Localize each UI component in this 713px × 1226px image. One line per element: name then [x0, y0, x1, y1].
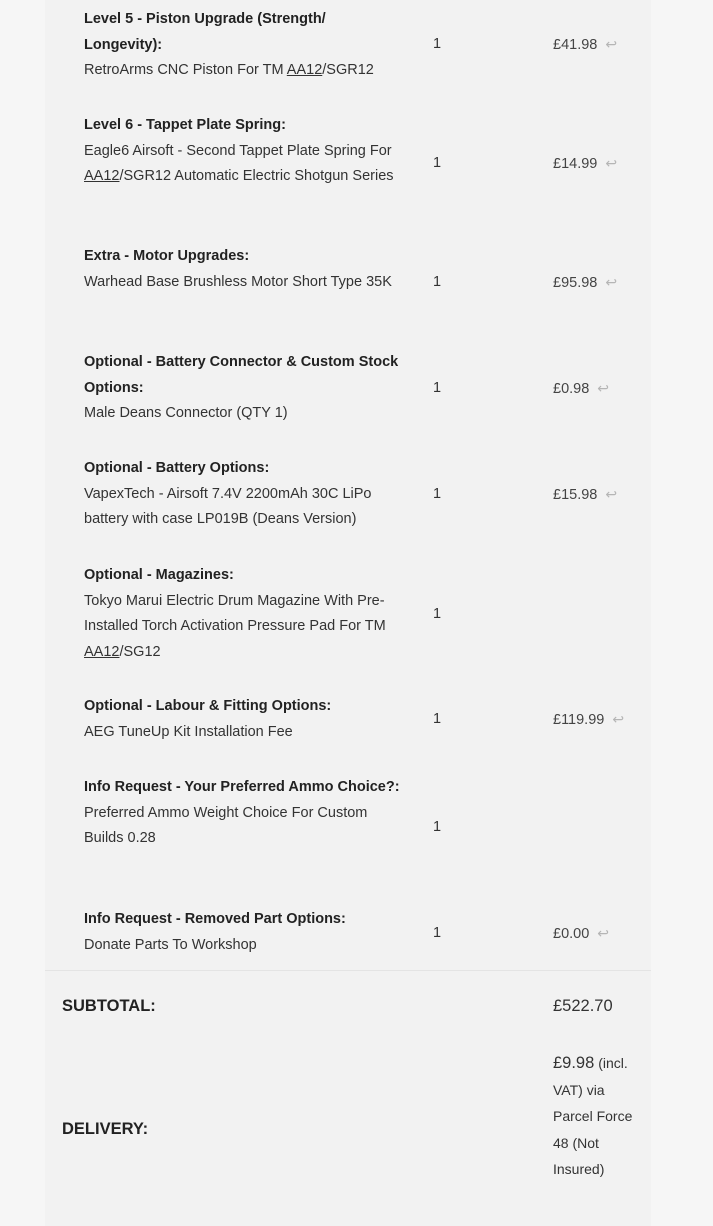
item-option-detail: Preferred Ammo Weight Choice For Custom Builds 0.28 — [84, 804, 368, 846]
item-price: £0.00 ↩ — [553, 925, 610, 942]
item-option-heading: Info Request - Your Preferred Ammo Choice?: — [84, 779, 400, 795]
item-quantity: 1 — [433, 925, 442, 941]
subtotal-label: SUBTOTAL: — [62, 997, 156, 1015]
item-option-detail: RetroArms CNC Piston For TM AA12/SGR12 — [84, 62, 374, 78]
item-option-heading: Optional - Labour & Fitting Options: — [84, 698, 332, 714]
return-icon[interactable]: ↩ — [605, 36, 618, 52]
item-price: £95.98 ↩ — [553, 274, 618, 291]
item-quantity: 1 — [433, 486, 442, 502]
item-description — [84, 7, 406, 84]
item-description — [84, 907, 406, 958]
item-quantity: 1 — [433, 606, 442, 622]
item-option-detail: Eagle6 Airsoft - Second Tappet Plate Spring For AA12/SGR12 Automatic Electric Shotgun Series — [84, 142, 394, 184]
delivery-value — [553, 1050, 643, 1183]
item-quantity: 1 — [433, 155, 442, 171]
item-description — [84, 350, 406, 427]
item-quantity: 1 — [433, 819, 442, 835]
item-quantity: 1 — [433, 274, 442, 290]
item-option-detail: AEG TuneUp Kit Installation Fee — [84, 723, 293, 740]
return-icon[interactable]: ↩ — [597, 380, 610, 396]
return-icon[interactable]: ↩ — [612, 711, 625, 727]
item-quantity: 1 — [433, 36, 442, 52]
item-description — [84, 113, 406, 190]
item-price: £14.99 ↩ — [553, 155, 618, 172]
return-icon[interactable]: ↩ — [597, 925, 610, 941]
item-price: £15.98 ↩ — [553, 486, 618, 503]
item-option-detail: Male Deans Connector (QTY 1) — [84, 405, 288, 421]
delivery-amount: £9.98 — [553, 1054, 595, 1072]
item-option-heading: Level 6 - Tappet Plate Spring: — [84, 117, 286, 133]
item-option-heading: Level 5 - Piston Upgrade (Strength/ Longevity): — [84, 11, 326, 53]
delivery-label: DELIVERY: — [62, 1120, 149, 1138]
item-price: £119.99 ↩ — [553, 711, 625, 728]
item-quantity: 1 — [433, 380, 442, 396]
item-option-heading: Optional - Battery Options: — [84, 460, 270, 476]
item-option-heading: Optional - Magazines: — [84, 567, 234, 583]
items-divider — [45, 970, 651, 971]
return-icon[interactable]: ↩ — [605, 155, 618, 171]
item-option-heading: Optional - Battery Connector & Custom Stock Options: — [84, 354, 399, 396]
item-description — [84, 694, 406, 745]
item-description — [84, 244, 406, 295]
delivery-detail: (incl. VAT) via Parcel Force 48 (Not Insured) — [553, 1055, 633, 1177]
item-price: £0.98 ↩ — [553, 380, 610, 397]
item-price: £41.98 ↩ — [553, 36, 618, 53]
item-description — [84, 456, 406, 533]
item-option-detail: Tokyo Marui Electric Drum Magazine With Pre-Installed Torch Activation Pressure Pad For TM AA12/SG12 — [84, 592, 386, 660]
item-quantity: 1 — [433, 711, 442, 727]
item-option-detail: VapexTech - Airsoft 7.4V 2200mAh 30C LiPo battery with case LP019B (Deans Version) — [84, 485, 372, 527]
return-icon[interactable]: ↩ — [605, 486, 618, 502]
item-description — [84, 775, 406, 852]
item-description — [84, 563, 406, 665]
item-option-detail: Warhead Base Brushless Motor Short Type 35K — [84, 273, 392, 290]
item-option-detail: Donate Parts To Workshop — [84, 936, 257, 953]
item-option-heading: Info Request - Removed Part Options: — [84, 911, 346, 927]
subtotal-value: £522.70 — [553, 997, 613, 1015]
return-icon[interactable]: ↩ — [605, 274, 618, 290]
item-option-heading: Extra - Motor Upgrades: — [84, 248, 250, 264]
